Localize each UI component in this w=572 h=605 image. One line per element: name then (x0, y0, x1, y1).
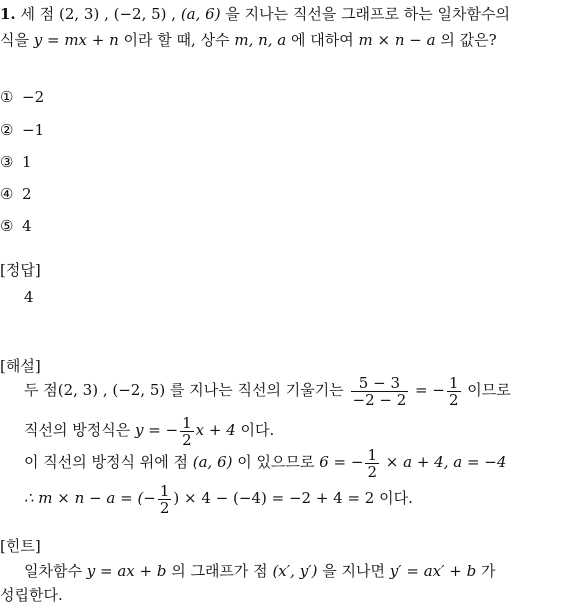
choice-mark: ① (0, 88, 14, 106)
equation: y = − (134, 421, 179, 439)
problem-text: 의 값은? (435, 31, 497, 49)
hint-text: 가 (476, 562, 496, 580)
explanation-text: 이다. (235, 421, 275, 439)
explanation-label: [해설] (0, 357, 41, 375)
explanation-text: 를 지나는 직선의 기울기는 (165, 381, 349, 399)
constants: m, n, a (234, 31, 287, 49)
choice-mark: ④ (0, 185, 14, 203)
choice-mark: ② (0, 121, 14, 139)
answer-value: 4 (24, 288, 34, 306)
point-3: (a, 6) (180, 5, 221, 23)
explanation-line-4 (24, 480, 413, 516)
fraction-denominator: 2 (159, 498, 170, 517)
problem-text: 에 대하여 (286, 31, 359, 49)
problem-number: 1. (0, 5, 16, 23)
explanation-line-2 (24, 412, 274, 448)
choice-value: −2 (22, 88, 45, 106)
fraction-numerator: 1 (367, 445, 378, 464)
separator: , (166, 5, 181, 23)
choice-1[interactable] (0, 87, 44, 107)
explanation-text: 이 직선의 방정식 위에 점 (24, 453, 193, 471)
hint-text: 일차함수 (24, 562, 87, 580)
fraction-slope (351, 375, 409, 408)
hint-text: 을 지나면 (317, 562, 390, 580)
fraction-denominator: 2 (448, 390, 459, 409)
choice-4[interactable] (0, 184, 32, 204)
explanation-text: 직선의 방정식은 (24, 421, 135, 439)
point: (x′, y′) (272, 562, 318, 580)
fraction-half (447, 375, 461, 408)
problem-text: 을 지나는 직선을 그래프로 하는 일차함수의 (220, 5, 510, 23)
hint-line-2: 성립한다. (0, 586, 63, 604)
equation: ) × 4 − (−4) = −2 + 4 = 2 (173, 489, 375, 507)
explanation-text: 이므로 (462, 381, 511, 399)
choice-mark: ③ (0, 153, 14, 171)
fraction-numerator: 1 (448, 373, 459, 392)
expression: m × n − a (358, 31, 436, 49)
hint-label: [힌트] (0, 537, 41, 555)
fraction-denominator: 2 (367, 462, 378, 481)
explanation-text: 이 있으므로 (232, 453, 320, 471)
problem-line-2 (0, 30, 497, 50)
fraction-denominator: −2 − 2 (352, 390, 407, 409)
fraction-numerator: 5 − 3 (358, 373, 400, 392)
equals: = − (410, 381, 445, 399)
choice-3[interactable] (0, 152, 32, 172)
equation: 6 = − (319, 453, 364, 471)
fraction-half (180, 415, 194, 448)
equation: y = mx + n (33, 31, 119, 49)
fraction-denominator: 2 (182, 430, 192, 449)
problem-text: 이라 할 때, 상수 (118, 31, 235, 49)
fraction-numerator: 1 (159, 481, 170, 500)
explanation-text: 이다. (374, 489, 413, 507)
fraction-half (158, 483, 172, 516)
point-2: (−2, 5) (113, 5, 167, 23)
choice-mark: ⑤ (0, 217, 14, 235)
point: (a, 6) (192, 453, 233, 471)
explanation-line-1 (24, 372, 511, 408)
equation: ∴ m × n − a = (− (24, 489, 156, 507)
explanation-line-3 (24, 444, 506, 480)
choice-5[interactable] (0, 216, 32, 236)
equation: x + 4 (195, 421, 236, 439)
choice-2[interactable] (0, 120, 44, 140)
explanation-text: 두 점 (24, 381, 58, 399)
choice-value: −1 (22, 121, 45, 139)
fraction-half (365, 447, 379, 480)
separator: , (99, 5, 114, 23)
equation: y = ax + b (86, 562, 167, 580)
points: (2, 3) , (−2, 5) (57, 381, 166, 399)
problem-text: 식을 (0, 31, 34, 49)
choice-value: 2 (22, 185, 32, 203)
choice-value: 4 (22, 217, 32, 235)
equation: × a + 4, a = −4 (381, 453, 507, 471)
hint-text: 의 그래프가 점 (166, 562, 273, 580)
point-1: (2, 3) (58, 5, 100, 23)
hint-line-1 (24, 561, 495, 581)
problem-text: 세 점 (15, 5, 59, 23)
equation: y′ = ax′ + b (389, 562, 477, 580)
problem-line-1 (0, 4, 510, 24)
fraction-numerator: 1 (182, 413, 192, 432)
choice-value: 1 (22, 153, 32, 171)
answer-label: [정답] (0, 261, 41, 279)
